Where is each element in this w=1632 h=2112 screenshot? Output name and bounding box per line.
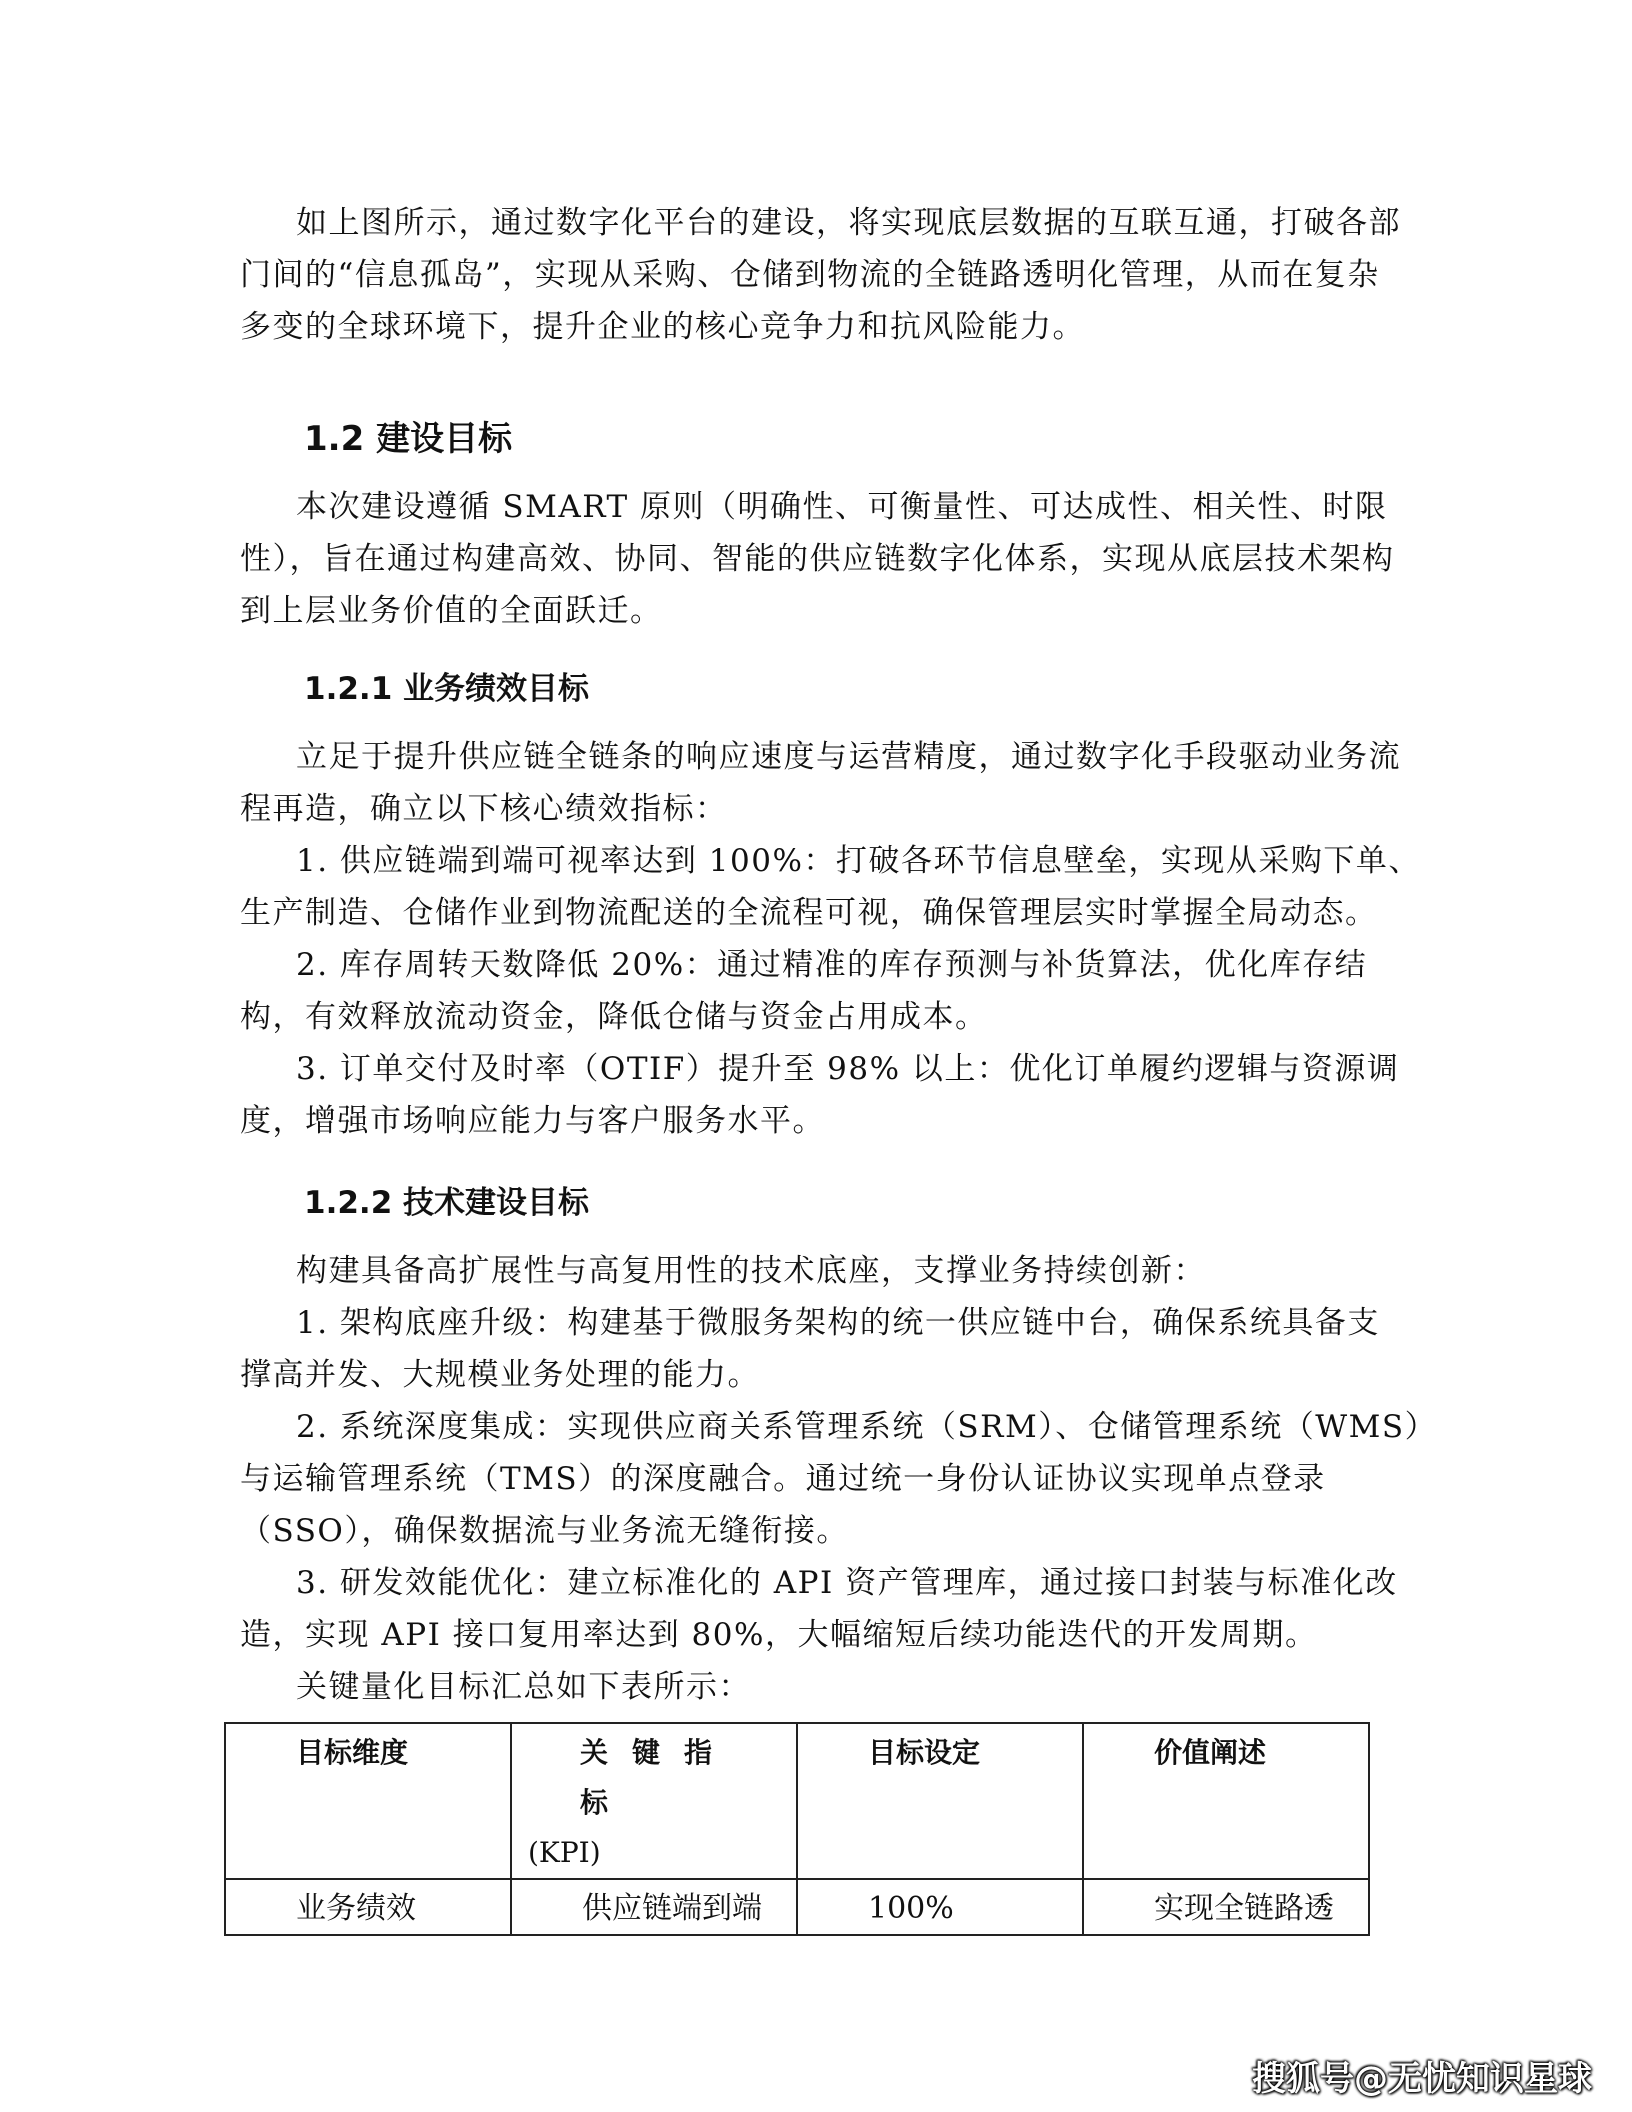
kpi-summary-table — [224, 1722, 1370, 1936]
table-header-row — [225, 1723, 1369, 1879]
section-1-2-1-line-4: 生产制造、仓储作业到物流配送的全流程可视，确保管理层实时掌握全局动态。 — [240, 895, 1378, 931]
section-1-2-2-line-8: 造，实现 API 接口复用率达到 80%，大幅缩短后续功能迭代的开发周期。 — [240, 1617, 1318, 1653]
section-1-2-1-line-1: 立足于提升供应链全链条的响应速度与运营精度，通过数字化手段驱动业务流 — [296, 739, 1401, 775]
table-intro-line: 关键量化目标汇总如下表所示： — [296, 1669, 751, 1705]
cell-kpi: 供应链端到端 — [511, 1879, 797, 1935]
header-kpi — [511, 1723, 797, 1879]
header-target: 目标设定 — [797, 1723, 1083, 1879]
header-kpi-line1: 关键指标 — [580, 1736, 737, 1819]
section-1-2-1-line-7: 3. 订单交付及时率（OTIF）提升至 98% 以上：优化订单履约逻辑与资源调 — [296, 1051, 1400, 1087]
section-1-2-1-line-2: 程再造，确立以下核心绩效指标： — [240, 791, 728, 827]
section-1-2-2-line-5: 与运输管理系统（TMS）的深度融合。通过统一身份认证协议实现单点登录 — [240, 1461, 1326, 1497]
section-1-2-1-line-3: 1. 供应链端到端可视率达到 100%：打破各环节信息壁垒，实现从采购下单、 — [296, 843, 1421, 879]
section-1-2-1-line-8: 度，增强市场响应能力与客户服务水平。 — [240, 1103, 825, 1139]
section-heading-1-2: 1.2 建设目标 — [304, 419, 513, 459]
section-1-2-line-3: 到上层业务价值的全面跃迁。 — [240, 593, 663, 629]
cell-value: 实现全链路透 — [1083, 1879, 1369, 1935]
section-1-2-2-line-4: 2. 系统深度集成：实现供应商关系管理系统（SRM）、仓储管理系统（WMS） — [296, 1409, 1438, 1445]
watermark: 搜狐号@无忧知识星球 — [1252, 2059, 1592, 2099]
header-kpi-line2: (KPI) — [528, 1836, 601, 1869]
section-heading-1-2-2: 1.2.2 技术建设目标 — [304, 1185, 590, 1221]
intro-line-2: 门间的“信息孤岛”，实现从采购、仓储到物流的全链路透明化管理，从而在复杂 — [240, 257, 1380, 293]
section-1-2-2-line-2: 1. 架构底座升级：构建基于微服务架构的统一供应链中台，确保系统具备支 — [296, 1305, 1380, 1341]
section-1-2-2-line-3: 撑高并发、大规模业务处理的能力。 — [240, 1357, 760, 1393]
header-value: 价值阐述 — [1083, 1723, 1369, 1879]
section-1-2-2-line-7: 3. 研发效能优化：建立标准化的 API 资产管理库，通过接口封装与标准化改 — [296, 1565, 1398, 1601]
header-dimension: 目标维度 — [225, 1723, 511, 1879]
table-row — [225, 1879, 1369, 1935]
intro-line-3: 多变的全球环境下，提升企业的核心竞争力和抗风险能力。 — [240, 309, 1085, 345]
cell-target: 100% — [797, 1879, 1083, 1935]
cell-dimension: 业务绩效 — [225, 1879, 511, 1935]
section-1-2-1-line-6: 构，有效释放流动资金，降低仓储与资金占用成本。 — [240, 999, 988, 1035]
intro-line-1: 如上图所示，通过数字化平台的建设，将实现底层数据的互联互通，打破各部 — [296, 205, 1401, 241]
section-1-2-1-line-5: 2. 库存周转天数降低 20%：通过精准的库存预测与补货算法，优化库存结 — [296, 947, 1368, 983]
section-1-2-2-line-1: 构建具备高扩展性与高复用性的技术底座，支撑业务持续创新： — [296, 1253, 1206, 1289]
section-1-2-2-line-6: （SSO），确保数据流与业务流无缝衔接。 — [240, 1513, 849, 1549]
section-1-2-line-2: 性），旨在通过构建高效、协同、智能的供应链数字化体系，实现从底层技术架构 — [240, 541, 1395, 577]
section-1-2-line-1: 本次建设遵循 SMART 原则（明确性、可衡量性、可达成性、相关性、时限 — [296, 489, 1388, 525]
section-heading-1-2-1: 1.2.1 业务绩效目标 — [304, 671, 590, 707]
